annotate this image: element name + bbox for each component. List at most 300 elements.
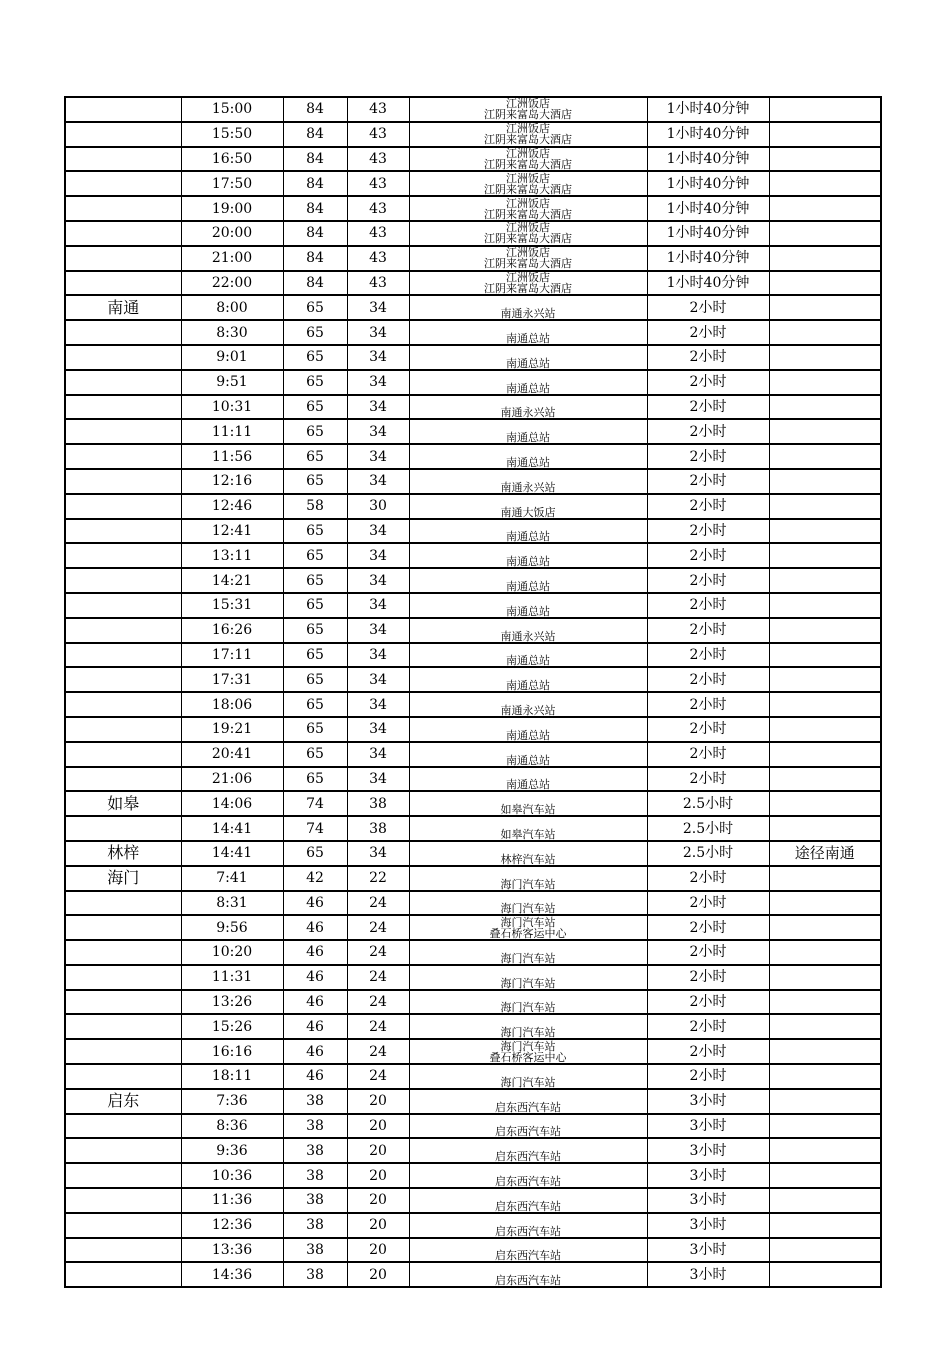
travel-duration-cell: 2小时 [647,767,769,792]
full-fare-cell: 65 [283,692,347,717]
station-name: 海门汽车站 [500,877,556,891]
departure-time-cell: 9:56 [181,915,283,940]
departure-time-cell: 14:36 [181,1262,283,1287]
remark-cell [769,370,881,395]
table-row [65,767,881,792]
departure-time-cell: 12:36 [181,1213,283,1238]
table-row [65,543,881,568]
travel-duration-cell: 2小时 [647,742,769,767]
half-fare-cell: 24 [347,915,409,940]
table-row [65,618,881,643]
arrival-station-cell [409,891,647,916]
departure-time-cell: 15:26 [181,1014,283,1039]
departure-time-cell: 8:36 [181,1114,283,1139]
remark-cell [769,1188,881,1213]
full-fare-cell: 84 [283,246,347,271]
departure-time-cell: 13:11 [181,543,283,568]
station-name: 南通永兴站 [500,307,556,321]
departure-time-cell: 8:30 [181,320,283,345]
remark-cell [769,618,881,643]
arrival-station-cell [409,915,647,940]
station-name: 叠石桥客运中心 [489,926,567,940]
remark-cell [769,965,881,990]
destination-city-cell [65,1039,181,1064]
table-row [65,891,881,916]
full-fare-cell: 38 [283,1089,347,1114]
arrival-station-cell [409,1213,647,1238]
travel-duration-cell: 1小时40分钟 [647,122,769,147]
remark-cell [769,519,881,544]
full-fare-cell: 65 [283,767,347,792]
station-name: 南通总站 [506,654,550,668]
station-name: 启东西汽车站 [495,1199,561,1213]
station-name: 南通总站 [506,579,550,593]
half-fare-cell: 34 [347,568,409,593]
station-name: 海门汽车站 [500,1039,556,1053]
arrival-station-cell [409,965,647,990]
destination-city-cell [65,1163,181,1188]
destination-city-cell [65,915,181,940]
departure-time-cell: 17:31 [181,667,283,692]
half-fare-cell: 20 [347,1163,409,1188]
full-fare-cell: 65 [283,841,347,866]
table-row [65,1114,881,1139]
half-fare-cell: 34 [347,618,409,643]
table-row [65,940,881,965]
departure-time-cell: 10:36 [181,1163,283,1188]
arrival-station-cell [409,593,647,618]
remark-cell: 途径南通 [769,841,881,866]
departure-time-cell: 21:06 [181,767,283,792]
arrival-station-cell [409,1064,647,1089]
travel-duration-cell: 1小时40分钟 [647,147,769,172]
arrival-station-cell [409,717,647,742]
arrival-station-cell [409,122,647,147]
half-fare-cell: 20 [347,1089,409,1114]
full-fare-cell: 65 [283,370,347,395]
arrival-station-cell [409,171,647,196]
departure-time-cell: 19:00 [181,196,283,221]
remark-cell [769,891,881,916]
destination-city-cell [65,519,181,544]
full-fare-cell: 38 [283,1114,347,1139]
travel-duration-cell: 1小时40分钟 [647,246,769,271]
travel-duration-cell: 1小时40分钟 [647,271,769,296]
full-fare-cell: 46 [283,891,347,916]
half-fare-cell: 43 [347,171,409,196]
station-name: 南通总站 [506,431,550,445]
travel-duration-cell: 3小时 [647,1188,769,1213]
station-name: 海门汽车站 [500,1075,556,1089]
half-fare-cell: 24 [347,891,409,916]
departure-time-cell: 9:36 [181,1138,283,1163]
remark-cell [769,1262,881,1287]
departure-time-cell: 18:11 [181,1064,283,1089]
departure-time-cell: 15:31 [181,593,283,618]
arrival-station-cell [409,667,647,692]
half-fare-cell: 34 [347,643,409,668]
station-name: 南通总站 [506,778,550,792]
station-name: 海门汽车站 [500,902,556,916]
destination-city-cell [65,816,181,841]
table-row [65,395,881,420]
station-name: 南通大饭店 [500,505,556,519]
table-row [65,419,881,444]
table-row [65,643,881,668]
arrival-station-cell [409,444,647,469]
full-fare-cell: 65 [283,568,347,593]
travel-duration-cell: 2小时 [647,444,769,469]
remark-cell [769,345,881,370]
travel-duration-cell: 2小时 [647,891,769,916]
travel-duration-cell: 3小时 [647,1089,769,1114]
destination-city-cell: 如皋 [65,791,181,816]
schedule-table-body [65,97,881,1287]
half-fare-cell: 34 [347,295,409,320]
remark-cell [769,246,881,271]
station-name: 南通总站 [506,455,550,469]
half-fare-cell: 34 [347,444,409,469]
table-row [65,494,881,519]
travel-duration-cell: 3小时 [647,1213,769,1238]
full-fare-cell: 84 [283,171,347,196]
arrival-station-cell [409,1188,647,1213]
travel-duration-cell: 3小时 [647,1163,769,1188]
destination-city-cell [65,1238,181,1263]
full-fare-cell: 65 [283,395,347,420]
arrival-station-cell [409,568,647,593]
travel-duration-cell: 2小时 [647,866,769,891]
destination-city-cell [65,965,181,990]
station-name: 江洲饭店 [506,221,550,235]
departure-time-cell: 7:41 [181,866,283,891]
destination-city-cell [65,444,181,469]
arrival-station-cell [409,940,647,965]
remark-cell [769,97,881,122]
full-fare-cell: 46 [283,940,347,965]
station-name: 江阴来富岛大酒店 [484,133,572,147]
arrival-station-cell [409,345,647,370]
half-fare-cell: 43 [347,196,409,221]
departure-time-cell: 15:00 [181,97,283,122]
full-fare-cell: 58 [283,494,347,519]
travel-duration-cell: 2小时 [647,1014,769,1039]
remark-cell [769,1114,881,1139]
table-row [65,221,881,246]
remark-cell [769,271,881,296]
station-name: 江洲饭店 [506,97,550,111]
destination-city-cell [65,1188,181,1213]
departure-time-cell: 11:36 [181,1188,283,1213]
table-row [65,1163,881,1188]
half-fare-cell: 43 [347,246,409,271]
arrival-station-cell [409,692,647,717]
travel-duration-cell: 1小时40分钟 [647,97,769,122]
table-row [65,295,881,320]
table-row [65,593,881,618]
travel-duration-cell: 2小时 [647,915,769,940]
full-fare-cell: 65 [283,618,347,643]
departure-time-cell: 14:41 [181,841,283,866]
remark-cell [769,866,881,891]
table-row [65,519,881,544]
table-row [65,692,881,717]
departure-time-cell: 17:11 [181,643,283,668]
remark-cell [769,643,881,668]
arrival-station-cell [409,519,647,544]
departure-time-cell: 13:26 [181,990,283,1015]
arrival-station-cell [409,990,647,1015]
station-name: 南通总站 [506,356,550,370]
arrival-station-cell [409,1114,647,1139]
half-fare-cell: 34 [347,742,409,767]
destination-city-cell [65,568,181,593]
full-fare-cell: 84 [283,221,347,246]
arrival-station-cell [409,494,647,519]
destination-city-cell [65,1064,181,1089]
destination-city-cell [65,717,181,742]
arrival-station-cell [409,1014,647,1039]
departure-time-cell: 12:41 [181,519,283,544]
departure-time-cell: 8:31 [181,891,283,916]
station-name: 海门汽车站 [500,1001,556,1015]
travel-duration-cell: 2小时 [647,990,769,1015]
station-name: 启东西汽车站 [495,1224,561,1238]
arrival-station-cell [409,196,647,221]
destination-city-cell [65,940,181,965]
full-fare-cell: 65 [283,593,347,618]
remark-cell [769,295,881,320]
departure-time-cell: 16:16 [181,1039,283,1064]
half-fare-cell: 34 [347,395,409,420]
table-row [65,841,881,866]
station-name: 江阴来富岛大酒店 [484,207,572,221]
station-name: 江阴来富岛大酒店 [484,232,572,246]
table-row [65,122,881,147]
remark-cell [769,494,881,519]
half-fare-cell: 34 [347,320,409,345]
arrival-station-cell [409,543,647,568]
destination-city-cell [65,1114,181,1139]
departure-time-cell: 14:21 [181,568,283,593]
full-fare-cell: 38 [283,1238,347,1263]
departure-time-cell: 9:51 [181,370,283,395]
remark-cell [769,742,881,767]
half-fare-cell: 34 [347,692,409,717]
table-row [65,742,881,767]
table-row [65,791,881,816]
station-name: 江洲饭店 [506,171,550,185]
half-fare-cell: 24 [347,965,409,990]
departure-time-cell: 13:36 [181,1238,283,1263]
arrival-station-cell [409,1089,647,1114]
station-name: 林梓汽车站 [500,852,556,866]
departure-time-cell: 16:26 [181,618,283,643]
travel-duration-cell: 2.5小时 [647,816,769,841]
half-fare-cell: 20 [347,1188,409,1213]
station-name: 江阴来富岛大酒店 [484,281,572,295]
travel-duration-cell: 2小时 [647,593,769,618]
table-row [65,271,881,296]
station-name: 叠石桥客运中心 [489,1050,567,1064]
arrival-station-cell [409,147,647,172]
travel-duration-cell: 2小时 [647,469,769,494]
arrival-station-cell [409,320,647,345]
departure-time-cell: 7:36 [181,1089,283,1114]
arrival-station-cell [409,1138,647,1163]
full-fare-cell: 65 [283,295,347,320]
remark-cell [769,915,881,940]
departure-time-cell: 10:20 [181,940,283,965]
remark-cell [769,444,881,469]
travel-duration-cell: 2小时 [647,543,769,568]
full-fare-cell: 46 [283,1014,347,1039]
full-fare-cell: 46 [283,965,347,990]
arrival-station-cell [409,395,647,420]
table-row [65,147,881,172]
table-row [65,196,881,221]
half-fare-cell: 20 [347,1114,409,1139]
remark-cell [769,1064,881,1089]
departure-time-cell: 18:06 [181,692,283,717]
table-row [65,320,881,345]
arrival-station-cell [409,1039,647,1064]
half-fare-cell: 20 [347,1138,409,1163]
table-row [65,816,881,841]
travel-duration-cell: 1小时40分钟 [647,196,769,221]
destination-city-cell [65,692,181,717]
station-name: 启东西汽车站 [495,1249,561,1263]
destination-city-cell [65,990,181,1015]
station-name: 南通永兴站 [500,629,556,643]
half-fare-cell: 43 [347,147,409,172]
full-fare-cell: 84 [283,97,347,122]
half-fare-cell: 34 [347,841,409,866]
remark-cell [769,196,881,221]
station-name: 海门汽车站 [500,1026,556,1040]
remark-cell [769,692,881,717]
half-fare-cell: 43 [347,97,409,122]
remark-cell [769,816,881,841]
destination-city-cell [65,320,181,345]
station-name: 南通永兴站 [500,406,556,420]
remark-cell [769,717,881,742]
full-fare-cell: 84 [283,122,347,147]
half-fare-cell: 38 [347,816,409,841]
arrival-station-cell [409,370,647,395]
station-name: 南通总站 [506,728,550,742]
arrival-station-cell [409,791,647,816]
half-fare-cell: 24 [347,1039,409,1064]
remark-cell [769,320,881,345]
destination-city-cell [65,246,181,271]
station-name: 江阴来富岛大酒店 [484,257,572,271]
table-row [65,990,881,1015]
station-name: 南通永兴站 [500,480,556,494]
station-name: 南通总站 [506,753,550,767]
departure-time-cell: 19:21 [181,717,283,742]
remark-cell [769,1039,881,1064]
arrival-station-cell [409,295,647,320]
half-fare-cell: 24 [347,1014,409,1039]
table-row [65,1039,881,1064]
full-fare-cell: 65 [283,667,347,692]
destination-city-cell [65,345,181,370]
destination-city-cell [65,1213,181,1238]
full-fare-cell: 65 [283,320,347,345]
destination-city-cell: 海门 [65,866,181,891]
travel-duration-cell: 2小时 [647,643,769,668]
remark-cell [769,1163,881,1188]
travel-duration-cell: 2小时 [647,494,769,519]
table-row [65,444,881,469]
travel-duration-cell: 2小时 [647,519,769,544]
station-name: 南通总站 [506,530,550,544]
station-name: 启东西汽车站 [495,1150,561,1164]
departure-time-cell: 12:16 [181,469,283,494]
half-fare-cell: 34 [347,543,409,568]
arrival-station-cell [409,1163,647,1188]
full-fare-cell: 46 [283,1064,347,1089]
half-fare-cell: 30 [347,494,409,519]
half-fare-cell: 34 [347,717,409,742]
arrival-station-cell [409,469,647,494]
remark-cell [769,419,881,444]
departure-time-cell: 11:31 [181,965,283,990]
station-name: 海门汽车站 [500,915,556,929]
departure-time-cell: 11:56 [181,444,283,469]
station-name: 如皋汽车站 [500,803,556,817]
full-fare-cell: 38 [283,1163,347,1188]
full-fare-cell: 74 [283,791,347,816]
station-name: 江洲饭店 [506,196,550,210]
remark-cell [769,171,881,196]
half-fare-cell: 34 [347,370,409,395]
travel-duration-cell: 2.5小时 [647,791,769,816]
station-name: 海门汽车站 [500,976,556,990]
table-row [65,965,881,990]
departure-time-cell: 10:31 [181,395,283,420]
destination-city-cell [65,643,181,668]
destination-city-cell: 南通 [65,295,181,320]
table-row [65,1262,881,1287]
departure-time-cell: 14:41 [181,816,283,841]
remark-cell [769,1014,881,1039]
travel-duration-cell: 2小时 [647,692,769,717]
departure-time-cell: 20:41 [181,742,283,767]
destination-city-cell [65,271,181,296]
arrival-station-cell [409,816,647,841]
half-fare-cell: 20 [347,1213,409,1238]
remark-cell [769,1138,881,1163]
travel-duration-cell: 2小时 [647,295,769,320]
arrival-station-cell [409,97,647,122]
destination-city-cell [65,618,181,643]
half-fare-cell: 34 [347,519,409,544]
remark-cell [769,767,881,792]
table-row [65,568,881,593]
destination-city-cell [65,395,181,420]
departure-time-cell: 22:00 [181,271,283,296]
station-name: 海门汽车站 [500,951,556,965]
table-row [65,246,881,271]
station-name: 江洲饭店 [506,146,550,160]
travel-duration-cell: 3小时 [647,1238,769,1263]
full-fare-cell: 38 [283,1138,347,1163]
half-fare-cell: 34 [347,345,409,370]
full-fare-cell: 74 [283,816,347,841]
travel-duration-cell: 3小时 [647,1114,769,1139]
